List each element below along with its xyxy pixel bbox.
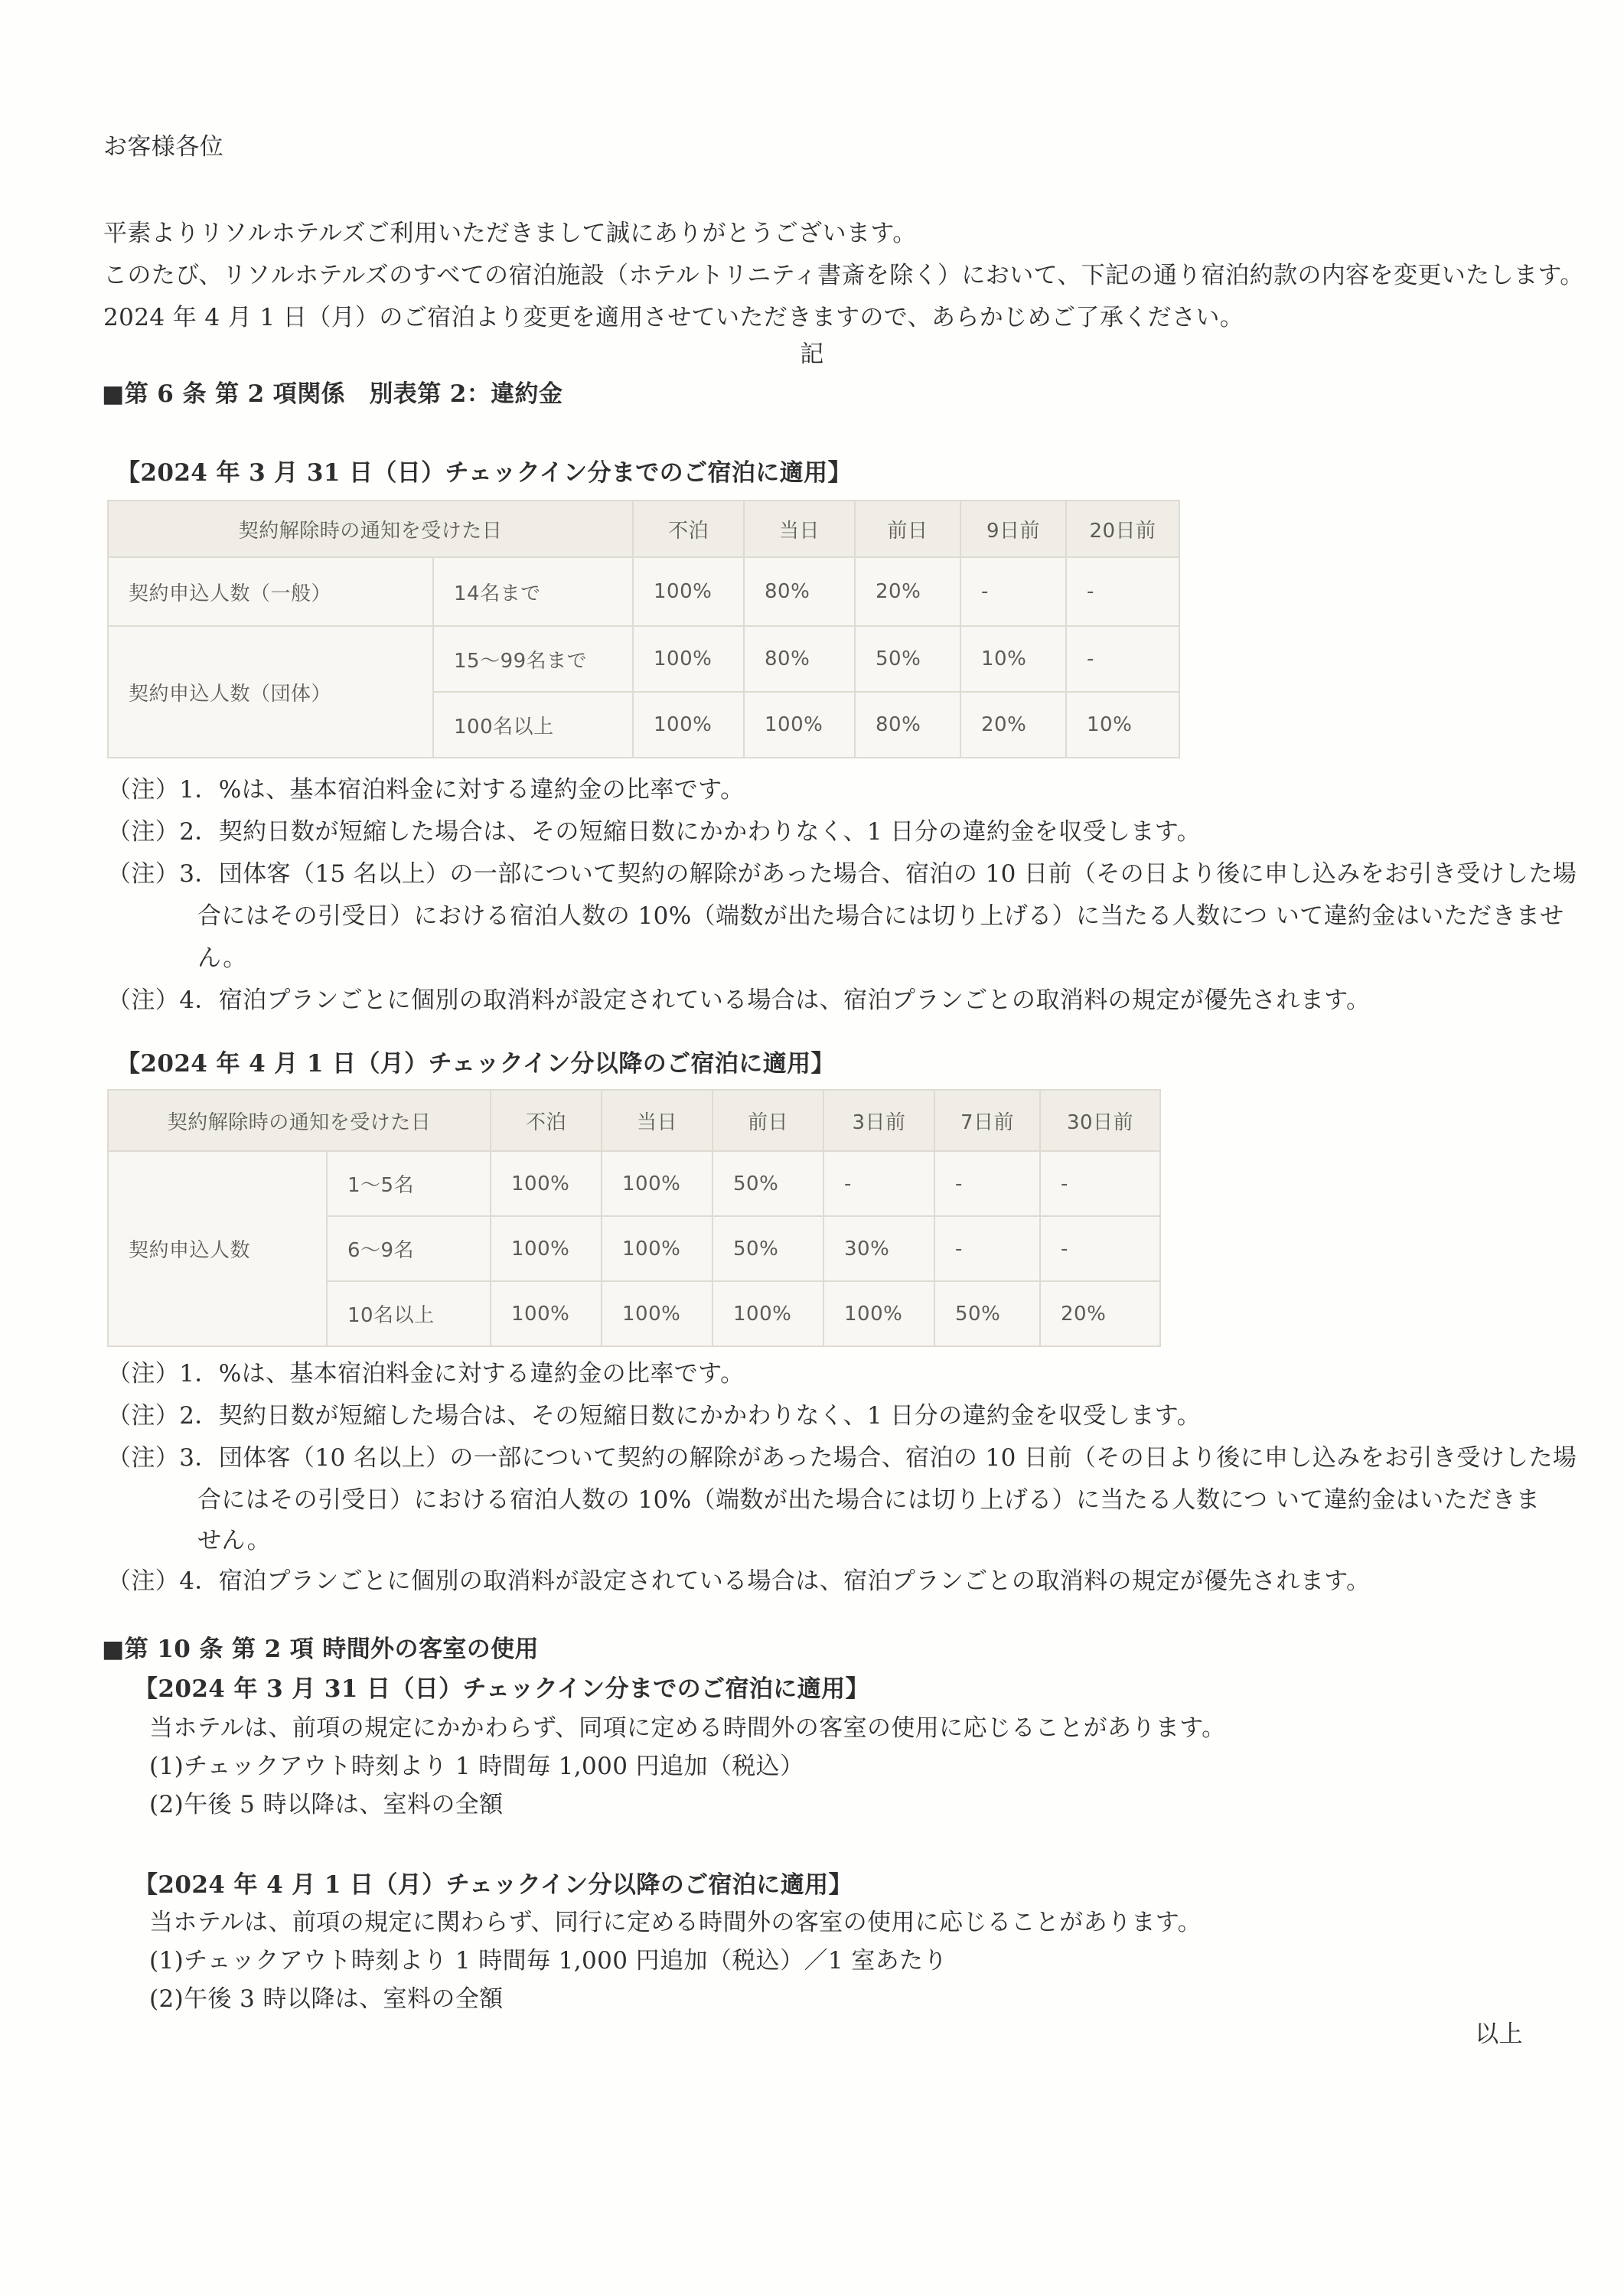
overtime-before-item1: (1)チェックアウト時刻より 1 時間毎 1,000 円追加（税込） (149, 1753, 804, 1780)
col-header-nostay: 不泊 (491, 1090, 602, 1151)
cell-value: 100% (713, 1281, 823, 1346)
cell-value: 100% (823, 1281, 934, 1346)
cell-value: 20% (855, 557, 960, 626)
overtime-after-item2: (2)午後 3 時以降は、室料の全額 (149, 1985, 504, 2013)
note-line: 合にはその引受日）における宿泊人数の 10%（端数が出た場合には切り上げる）に当たる人数につ いて違約金はいただきませ (197, 902, 1564, 930)
cell-value: 100% (491, 1281, 602, 1346)
overtime-after-body: 当ホテルは、前項の規定に関わらず、同行に定める時間外の客室の使用に応じることがあります。 (149, 1909, 1202, 1936)
note-line: （注）4．宿泊プランごとに個別の取消料が設定されている場合は、宿泊プランごとの取消料の規定が優先されます。 (107, 1567, 1371, 1595)
cell-value: 100% (633, 626, 744, 692)
col-header-sameday: 当日 (744, 501, 855, 557)
cell-value: 20% (960, 692, 1066, 758)
note-line: （注）1．%は、基本宿泊料金に対する違約金の比率です。 (107, 1360, 745, 1388)
note-line: （注）4．宿泊プランごとに個別の取消料が設定されている場合は、宿泊プランごとの取消料の規定が優先されます。 (107, 987, 1371, 1014)
corner-header: 契約解除時の通知を受けた日 (108, 1090, 491, 1151)
note-line: せん。 (197, 1527, 272, 1554)
row-size: 15～99名まで (433, 626, 633, 692)
col-header-9days: 9日前 (960, 501, 1066, 557)
col-header-dayprior: 前日 (855, 501, 960, 557)
cell-value: 30% (823, 1216, 934, 1281)
overtime-section-heading: ■第 10 条 第 2 項 時間外の客室の使用 (102, 1636, 539, 1663)
col-header-20days: 20日前 (1066, 501, 1179, 557)
cell-value: - (934, 1216, 1040, 1281)
note-line: 合にはその引受日）における宿泊人数の 10%（端数が出た場合には切り上げる）に当たる人数につ いて違約金はいただきま (197, 1486, 1541, 1514)
intro-line-1: 平素よりリソルホテルズご利用いただきまして誠にありがとうございます。 (103, 220, 917, 247)
intro-line-2: このたび、リソルホテルズのすべての宿泊施設（ホテルトリニティ書斎を除く）において、下記の通り宿泊約款の内容を変更いたします。 (103, 262, 1584, 289)
penalty-table-after (107, 1089, 1161, 1347)
cell-value: 10% (960, 626, 1066, 692)
note-line: （注）2．契約日数が短縮した場合は、その短縮日数にかかわりなく、1 日分の違約金を収受します。 (107, 818, 1201, 846)
row-size: 14名まで (433, 557, 633, 626)
cell-value: 100% (602, 1216, 713, 1281)
note-line: （注）2．契約日数が短縮した場合は、その短縮日数にかかわりなく、1 日分の違約金を収受します。 (107, 1402, 1201, 1430)
cell-value: 80% (744, 626, 855, 692)
penalty-section-heading: ■第 6 条 第 2 項関係 別表第 2：違約金 (102, 380, 563, 408)
cell-value: 80% (744, 557, 855, 626)
row-label-general: 契約申込人数（一般） (108, 557, 433, 626)
note-line: （注）3．団体客（15 名以上）の一部について契約の解除があった場合、宿泊の 10 日前（その日より後に申し込みをお引き受けした場 (107, 860, 1577, 888)
overtime-before-item2: (2)午後 5 時以降は、室料の全額 (149, 1791, 504, 1818)
cell-value: 50% (713, 1151, 823, 1216)
cell-value: 100% (491, 1151, 602, 1216)
table-row (108, 1151, 1160, 1216)
cell-value: 50% (934, 1281, 1040, 1346)
corner-header: 契約解除時の通知を受けた日 (108, 501, 633, 557)
cell-value: 50% (855, 626, 960, 692)
overtime-before-body: 当ホテルは、前項の規定にかかわらず、同項に定める時間外の客室の使用に応じることがあります。 (149, 1714, 1226, 1742)
col-header-3days: 3日前 (823, 1090, 934, 1151)
cell-value: - (960, 557, 1066, 626)
cell-value: 100% (491, 1216, 602, 1281)
cell-value: - (1040, 1151, 1160, 1216)
cell-value: 20% (1040, 1281, 1160, 1346)
overtime-before-subheading: 【2024 年 3 月 31 日（日）チェックイン分までのご宿泊に適用】 (134, 1675, 869, 1703)
row-size: 100名以上 (433, 692, 633, 758)
closing-mark: 以上 (1475, 2020, 1523, 2048)
col-header-sameday: 当日 (602, 1090, 713, 1151)
overtime-after-item1: (1)チェックアウト時刻より 1 時間毎 1,000 円追加（税込）／1 室あたり (149, 1947, 947, 1975)
cell-value: 100% (602, 1151, 713, 1216)
cell-value: - (823, 1151, 934, 1216)
salutation: お客様各位 (103, 133, 223, 161)
overtime-after-subheading: 【2024 年 4 月 1 日（月）チェックイン分以降のご宿泊に適用】 (134, 1871, 853, 1899)
note-line: ん。 (197, 944, 247, 972)
penalty-before-subheading: 【2024 年 3 月 31 日（日）チェックイン分までのご宿泊に適用】 (116, 459, 852, 487)
col-header-nostay: 不泊 (633, 501, 744, 557)
row-size: 6～9名 (327, 1216, 491, 1281)
row-label-group: 契約申込人数 (108, 1151, 327, 1346)
cell-value: 100% (633, 692, 744, 758)
table-row (108, 557, 1179, 626)
cell-value: - (1066, 626, 1179, 692)
cell-value: 80% (855, 692, 960, 758)
cell-value: 100% (602, 1281, 713, 1346)
cell-value: 100% (633, 557, 744, 626)
col-header-7days: 7日前 (934, 1090, 1040, 1151)
intro-line-3: 2024 年 4 月 1 日（月）のご宿泊より変更を適用させていただきますので、あらかじめご了承ください。 (103, 304, 1244, 331)
cell-value: 50% (713, 1216, 823, 1281)
note-line: （注）1．%は、基本宿泊料金に対する違約金の比率です。 (107, 776, 745, 804)
cell-value: - (1066, 557, 1179, 626)
cell-value: - (1040, 1216, 1160, 1281)
cell-value: 100% (744, 692, 855, 758)
cell-value: - (934, 1151, 1040, 1216)
penalty-table-before (107, 500, 1180, 758)
col-header-30days: 30日前 (1040, 1090, 1160, 1151)
penalty-after-subheading: 【2024 年 4 月 1 日（月）チェックイン分以降のご宿泊に適用】 (116, 1050, 835, 1078)
row-label-group: 契約申込人数（団体） (108, 626, 433, 758)
col-header-dayprior: 前日 (713, 1090, 823, 1151)
record-mark: 記 (800, 341, 824, 368)
row-size: 10名以上 (327, 1281, 491, 1346)
cell-value: 10% (1066, 692, 1179, 758)
table-row (108, 626, 1179, 692)
note-line: （注）3．団体客（10 名以上）の一部について契約の解除があった場合、宿泊の 10 日前（その日より後に申し込みをお引き受けした場 (107, 1444, 1577, 1472)
row-size: 1～5名 (327, 1151, 491, 1216)
